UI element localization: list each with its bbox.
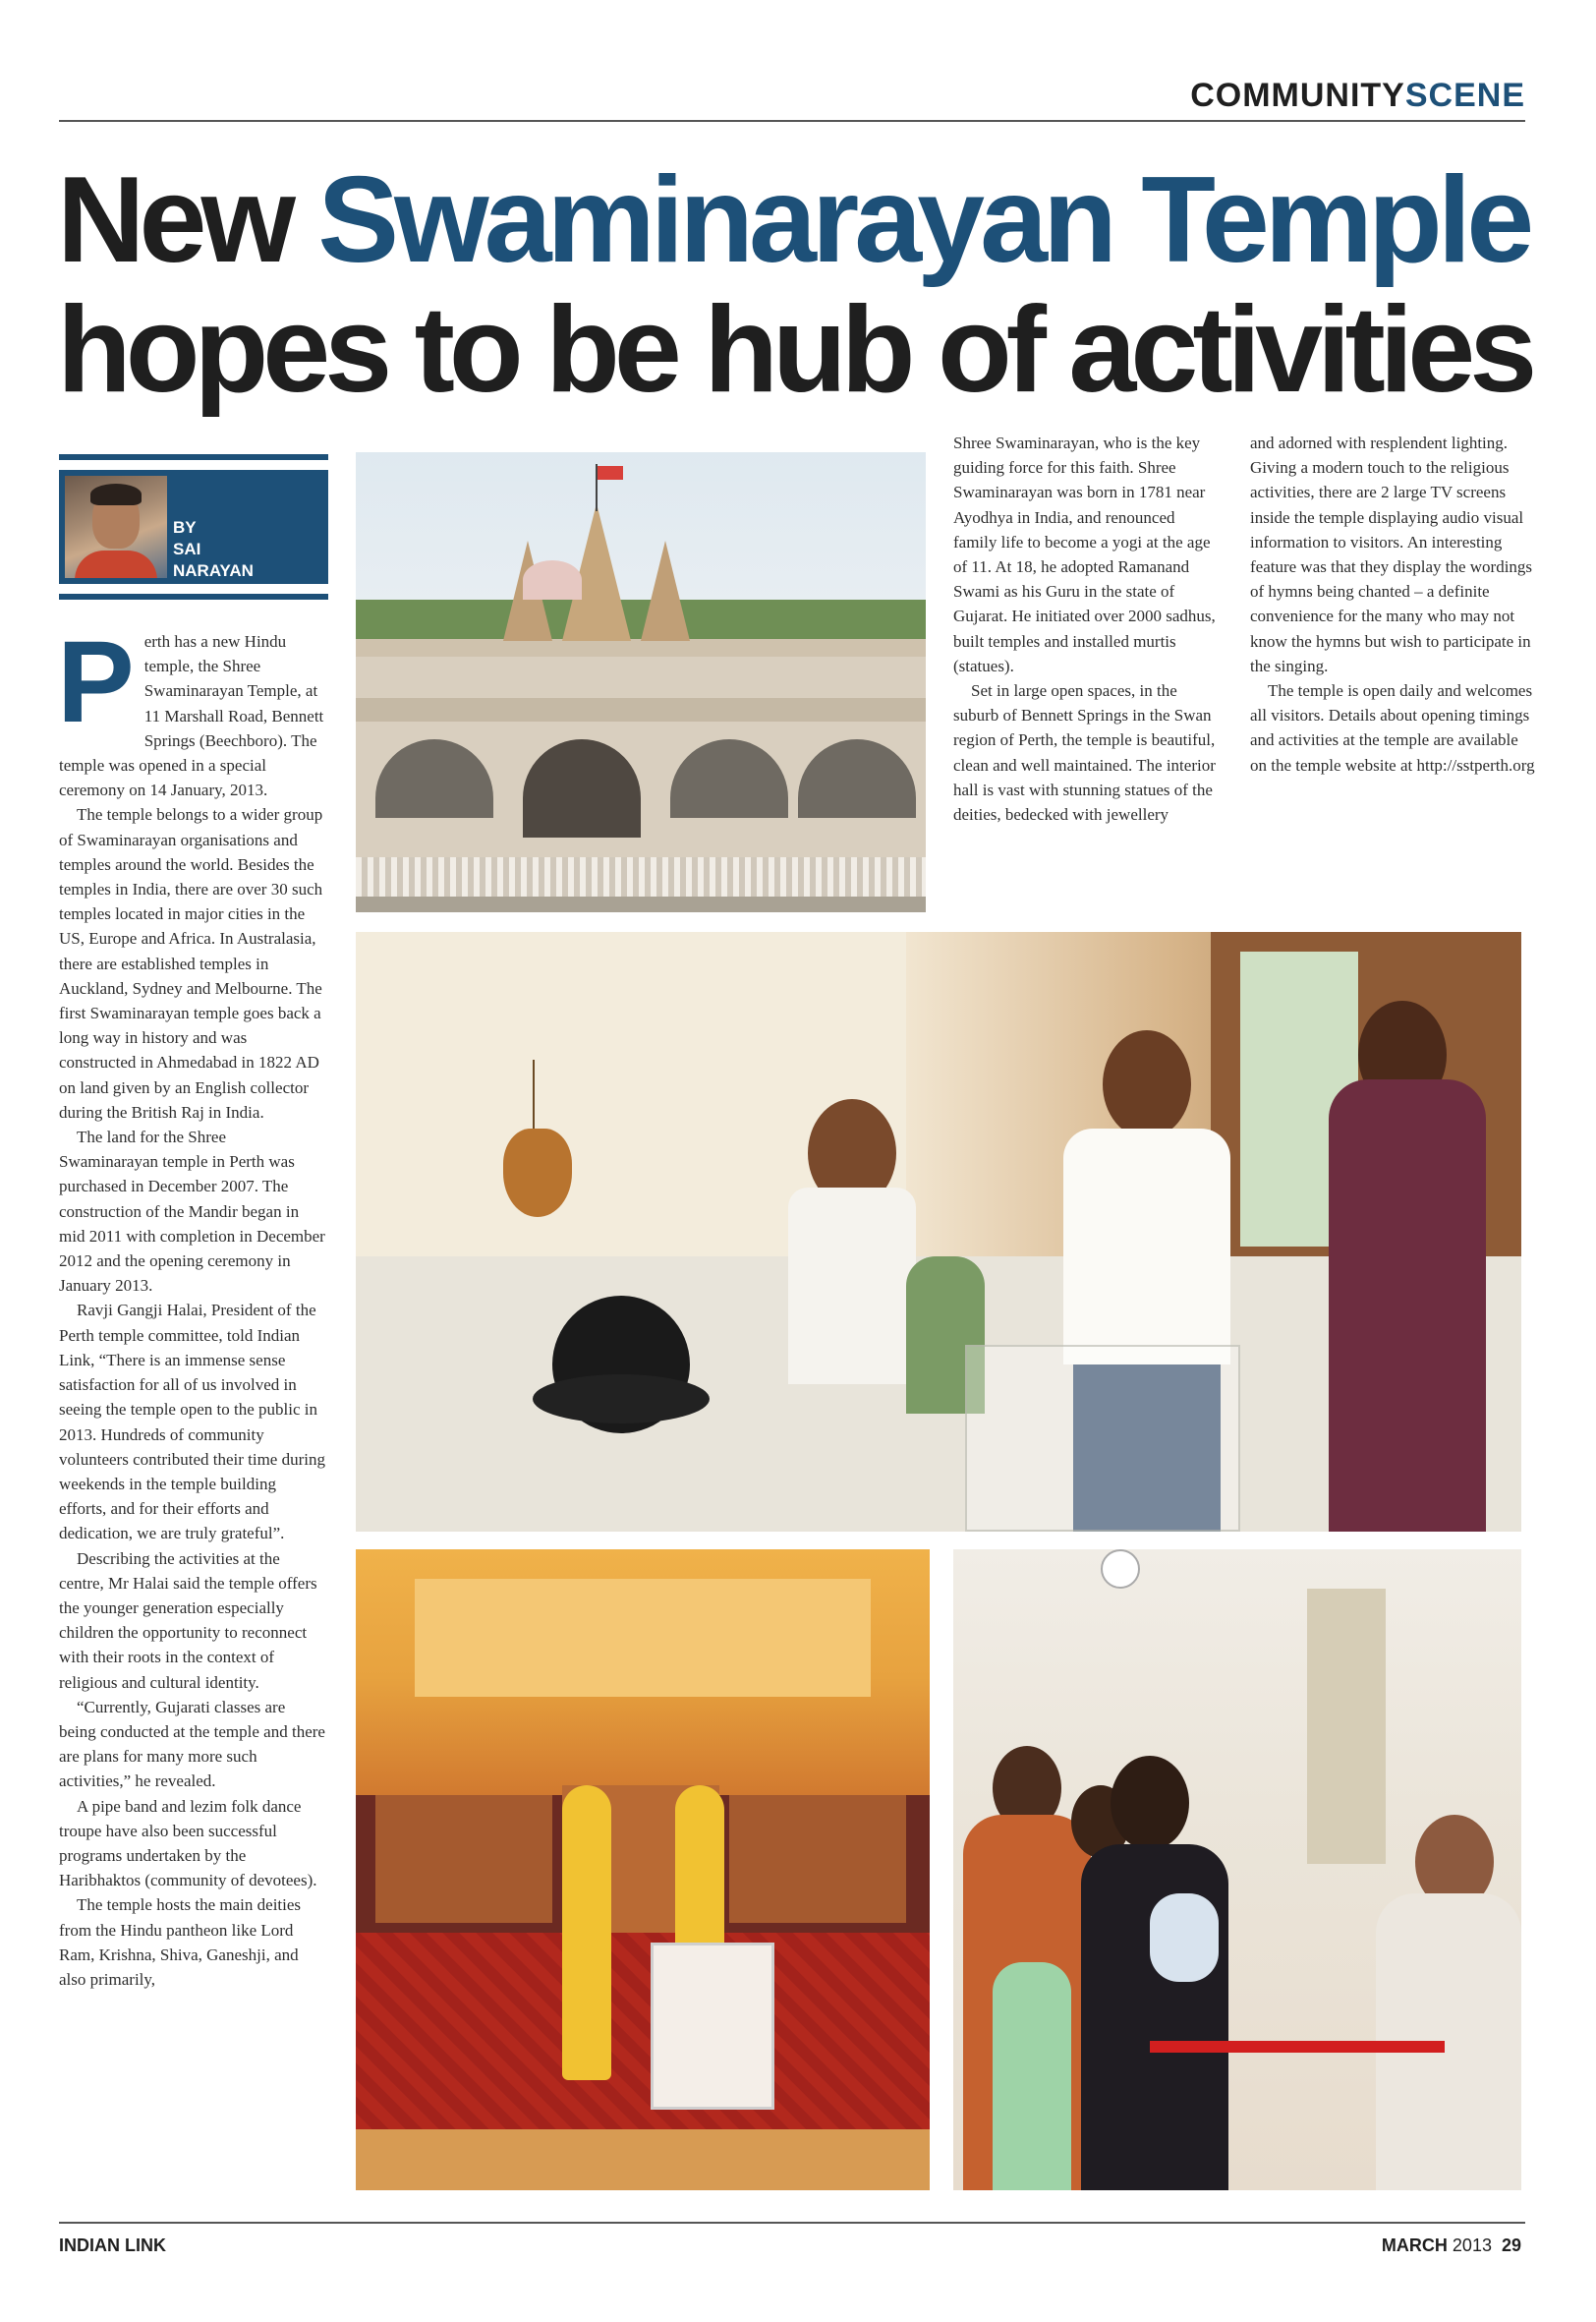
paragraph: Describing the activities at the centre, Mr Halai said the temple offers the younger generation especially children the opportunity to reconnect with their roots in the context of religious and cultural identity.: [59, 1548, 317, 1692]
headline-line2: hopes to be hub of activities: [57, 282, 1532, 418]
byline-rule-top: [59, 454, 328, 460]
byline-panel: [59, 470, 328, 584]
paragraph: Set in large open spaces, in the suburb of Bennett Springs in the Swan region of Perth, the temple is beautiful, clean and well maintained. The interior hall is vast with stunning statues of the deities, bedecked with jewellery: [953, 681, 1216, 825]
paragraph: The temple is open daily and welcomes all visitors. Details about opening timings and activities at the temple are available on the temple website at http://sstperth.org: [1250, 681, 1535, 775]
paragraph: Ravji Gangji Halai, President of the Perth temple committee, told Indian Link, “There is an immense sense satisfaction for all of us involved in seeing the temple open to the public in 2013. Hundreds of community volunteers contributed their time during weekends in the temple building efforts, and for their efforts and dedication, we are truly grateful”.: [59, 1301, 325, 1543]
paragraph: erth has a new Hindu temple, the Shree Swaminarayan Temple, at 11 Marshall Road, Bennett Springs (Beechboro). The temple was opened in a special ceremony on 14 January, 2013.: [59, 632, 324, 800]
publication-name: INDIAN LINK: [59, 2235, 166, 2255]
article-column-2: [953, 431, 1219, 827]
article-column-1: [57, 617, 326, 1992]
section-label: [1190, 77, 1525, 115]
byline-box: [59, 454, 328, 600]
footer-divider: [59, 2222, 1525, 2224]
ceremony-photo: [356, 932, 1521, 1532]
page-number: 29: [1501, 2235, 1521, 2255]
page-footer-right: [1382, 2235, 1521, 2256]
devotees-photo: [953, 1549, 1521, 2190]
headline-plain: New: [57, 152, 318, 288]
issue-month: MARCH: [1381, 2235, 1448, 2255]
paragraph: Shree Swaminarayan, who is the key guiding force for this faith. Shree Swaminarayan was born in 1781 near Ayodhya in India, and renounced family life to become a yogi at the age of 11. At 18, he adopted Ramanand Swami as his Guru in the state of Gujarat. He initiated over 2000 sadhus, built temples and installed murtis (statues).: [953, 434, 1216, 675]
header-divider: [59, 120, 1525, 122]
paragraph: The temple belongs to a wider group of Swaminarayan organisations and temples around the world. Besides the temples in India, there are over 30 such temples located in major cities in the US, Europe and Africa. In Australasia, there are established temples in Auckland, Sydney and Melbourne. The first Swaminarayan temple goes back a long way in history and was constructed in Ahmedabad in 1822 AD on land given by an English collector during the British Raj in India.: [59, 805, 323, 1122]
paragraph: The land for the Shree Swaminarayan temple in Perth was purchased in December 2007. The construction of the Mandir began in mid 2011 with completion in December 2012 and the opening ceremony in January 2013.: [59, 1128, 325, 1296]
section-label-main: COMMUNITY: [1190, 77, 1405, 114]
byline-by: BY: [173, 518, 197, 537]
headline: [57, 152, 1541, 418]
section-label-accent: SCENE: [1404, 77, 1525, 114]
byline-last-name: NARAYAN: [173, 561, 254, 580]
paragraph: A pipe band and lezim folk dance troupe have also been successful programs undertaken by the Haribhaktos (community of devotees).: [59, 1796, 317, 1890]
issue-year: 2013: [1452, 2235, 1492, 2255]
paragraph: “Currently, Gujarati classes are being conducted at the temple and there are plans for many more such activities,” he revealed.: [59, 1697, 325, 1791]
temple-exterior-photo: [356, 452, 926, 912]
author-photo: [65, 476, 167, 578]
headline-accent: Swaminarayan Temple: [317, 152, 1530, 288]
byline-first-name: SAI: [173, 540, 201, 558]
paragraph: and adorned with resplendent lighting. Giving a modern touch to the religious activities, there are 2 large TV screens inside the temple displaying audio visual information to visitors. An interesting feature was that they display the wordings of hymns being chanted – a definite convenience for the many who may not know the hymns but wish to participate in the singing.: [1250, 434, 1533, 675]
byline-rule-bottom: [59, 594, 328, 600]
byline-text: [173, 517, 254, 582]
paragraph: The temple hosts the main deities from the Hindu pantheon like Lord Ram, Krishna, Shiva, Ganeshji, and also primarily,: [59, 1895, 302, 1989]
article-column-3: [1250, 431, 1535, 778]
temple-interior-photo: [356, 1549, 930, 2190]
dropcap: P: [57, 617, 135, 747]
